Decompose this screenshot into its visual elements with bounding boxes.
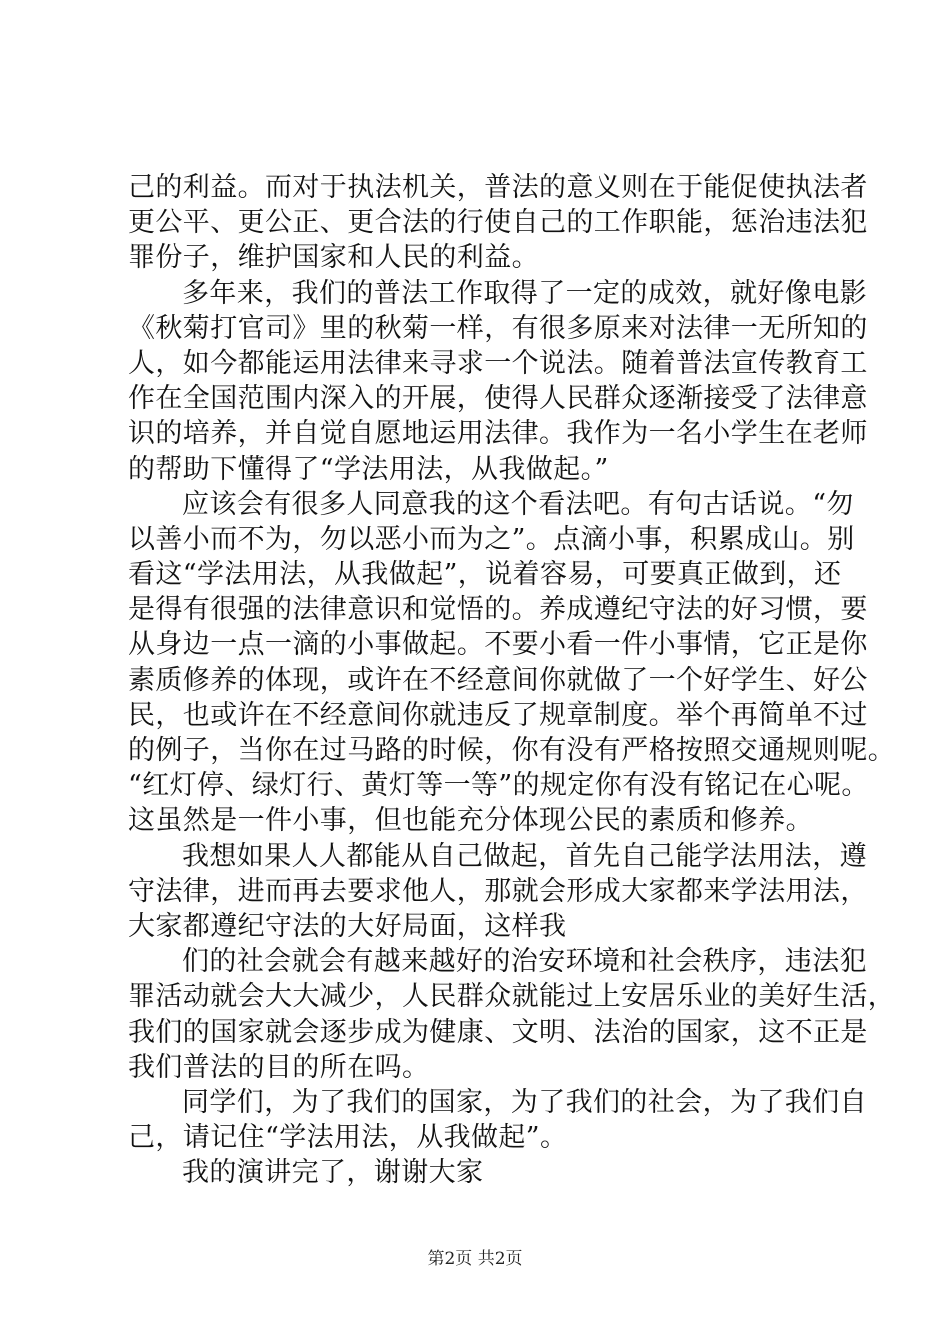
text-line: 的帮助下懂得了“学法用法，从我做起。” <box>128 453 609 485</box>
text-line: 我想如果人人都能从自己做起，首先自己能学法用法，遵 <box>182 840 867 872</box>
text-line: 是得有很强的法律意识和觉悟的。养成遵纪守法的好习惯，要 <box>128 594 868 626</box>
text-line: 作在全国范围内深入的开展，使得人民群众逐渐接受了法律意 <box>128 383 868 415</box>
paragraph-1 <box>128 170 868 276</box>
text-line: “红灯停、绿灯行、黄灯等一等”的规定你有没有铭记在心呢。 <box>128 770 869 802</box>
text-line: 素质修养的体现，或许在不经意间你就做了一个好学生、好公 <box>128 664 868 696</box>
page-footer <box>0 1244 950 1269</box>
text-line: 罪份子，维护国家和人民的利益。 <box>128 242 539 274</box>
text-line: 我们普法的目的所在吗。 <box>128 1051 430 1083</box>
text-line: 更公平、更公正、更合法的行使自己的工作职能，惩治违法犯 <box>128 207 868 239</box>
text-line: 的例子，当你在过马路的时候，你有没有严格按照交通规则呢。 <box>128 735 896 766</box>
text-line: 人，如今都能运用法律来寻求一个说法。随着普法宣传教育工 <box>128 347 868 379</box>
text-line: 罪活动就会大大减少，人民群众就能过上安居乐业的美好生活， <box>128 981 896 1013</box>
text-line: 识的培养，并自觉自愿地运用法律。我作为一名小学生在老师 <box>128 418 868 450</box>
text-line: 从身边一点一滴的小事做起。不要小看一件小事情，它正是你 <box>128 629 868 661</box>
text-line: 多年来，我们的普法工作取得了一定的成效，就好像电影 <box>182 277 867 309</box>
text-line: 这虽然是一件小事，但也能充分体现公民的素质和修养。 <box>128 805 813 837</box>
text-line: 大家都遵纪守法的大好局面，这样我 <box>128 910 567 942</box>
paragraph-7 <box>128 1155 838 1190</box>
text-line: 我的演讲完了，谢谢大家 <box>182 1157 484 1189</box>
paragraph-3 <box>128 487 896 839</box>
paragraph-2 <box>128 276 868 487</box>
text-line: 民，也或许在不经意间你就违反了规章制度。举个再简单不过 <box>128 699 868 731</box>
text-line: 我们的国家就会逐步成为健康、文明、法治的国家，这不正是 <box>128 1016 868 1048</box>
text-line: 守法律，进而再去要求他人，那就会形成大家都来学法用法， <box>128 875 868 907</box>
text-line: 己，请记住“学法用法，从我做起”。 <box>128 1122 568 1154</box>
page-number-label: 第2页 共2页 <box>427 1249 523 1269</box>
paragraph-6 <box>128 1085 867 1155</box>
text-line: 己的利益。而对于执法机关，普法的意义则在于能促使执法者 <box>128 172 868 203</box>
text-line: 以善小而不为，勿以恶小而为之”。点滴小事，积累成山。别 <box>128 523 855 555</box>
text-line: 应该会有很多人同意我的这个看法吧。有句古话说。“勿 <box>182 488 854 520</box>
text-line: 同学们，为了我们的国家，为了我们的社会，为了我们自 <box>182 1086 867 1118</box>
text-line: 们的社会就会有越来越好的治安环境和社会秩序，违法犯 <box>182 946 867 978</box>
text-line: 《秋菊打官司》里的秋菊一样，有很多原来对法律一无所知的 <box>128 312 868 344</box>
paragraph-5 <box>128 944 896 1085</box>
document-body <box>128 170 896 1190</box>
text-line: 看这“学法用法，从我做起”，说着容易，可要真正做到，还 <box>128 559 842 591</box>
paragraph-4 <box>128 839 868 945</box>
